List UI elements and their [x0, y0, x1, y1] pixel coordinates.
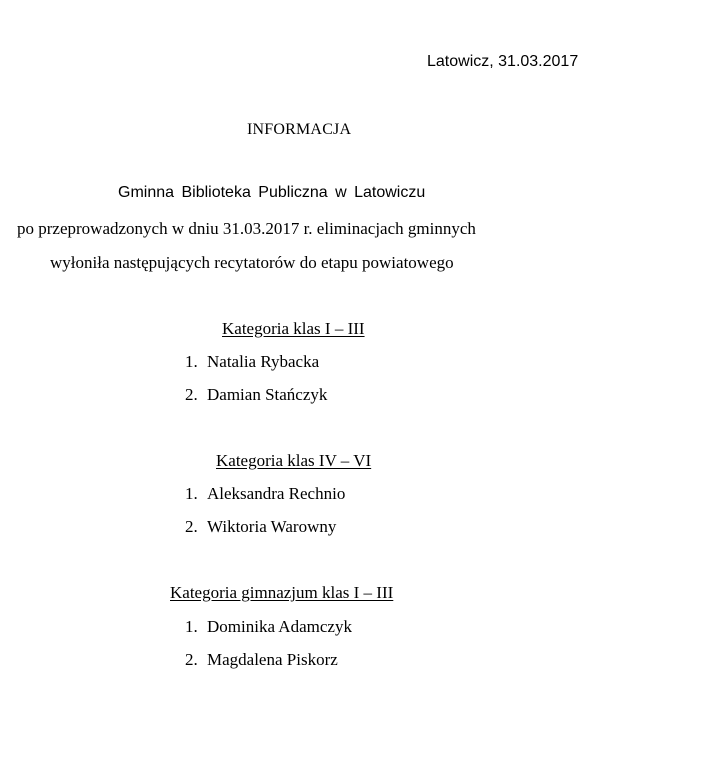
list-item-name: Natalia Rybacka — [207, 352, 320, 371]
list-item — [185, 618, 352, 635]
category-heading: Kategoria klas IV – VI — [216, 451, 372, 470]
list-item-name: Aleksandra Rechnio — [207, 484, 346, 503]
intro-line-3: wyłoniła następujących recytatorów do etapu powiatowego — [50, 253, 454, 272]
document-title: INFORMACJA — [247, 121, 352, 138]
list-item — [185, 518, 336, 535]
place-date: Latowicz, 31.03.2017 — [427, 53, 579, 70]
list-item — [185, 485, 345, 502]
list-item — [185, 386, 327, 403]
intro-line-1: Gminna Biblioteka Publiczna w Latowiczu — [118, 184, 426, 201]
list-item-number: 1. — [185, 352, 198, 371]
list-item-number: 2. — [185, 385, 198, 404]
list-item-number: 2. — [185, 650, 198, 669]
list-item-name: Magdalena Piskorz — [207, 650, 338, 669]
list-item — [185, 353, 319, 370]
intro-line-2: po przeprowadzonych w dniu 31.03.2017 r. eliminacjach gminnych — [17, 219, 476, 238]
list-item-number: 1. — [185, 617, 198, 636]
list-item-name: Wiktoria Warowny — [207, 517, 337, 536]
list-item — [185, 651, 338, 668]
list-item-number: 2. — [185, 517, 198, 536]
list-item-name: Damian Stańczyk — [207, 385, 328, 404]
list-item-name: Dominika Adamczyk — [207, 617, 352, 636]
list-item-number: 1. — [185, 484, 198, 503]
category-heading: Kategoria gimnazjum klas I – III — [170, 583, 394, 602]
category-heading: Kategoria klas I – III — [222, 319, 365, 338]
